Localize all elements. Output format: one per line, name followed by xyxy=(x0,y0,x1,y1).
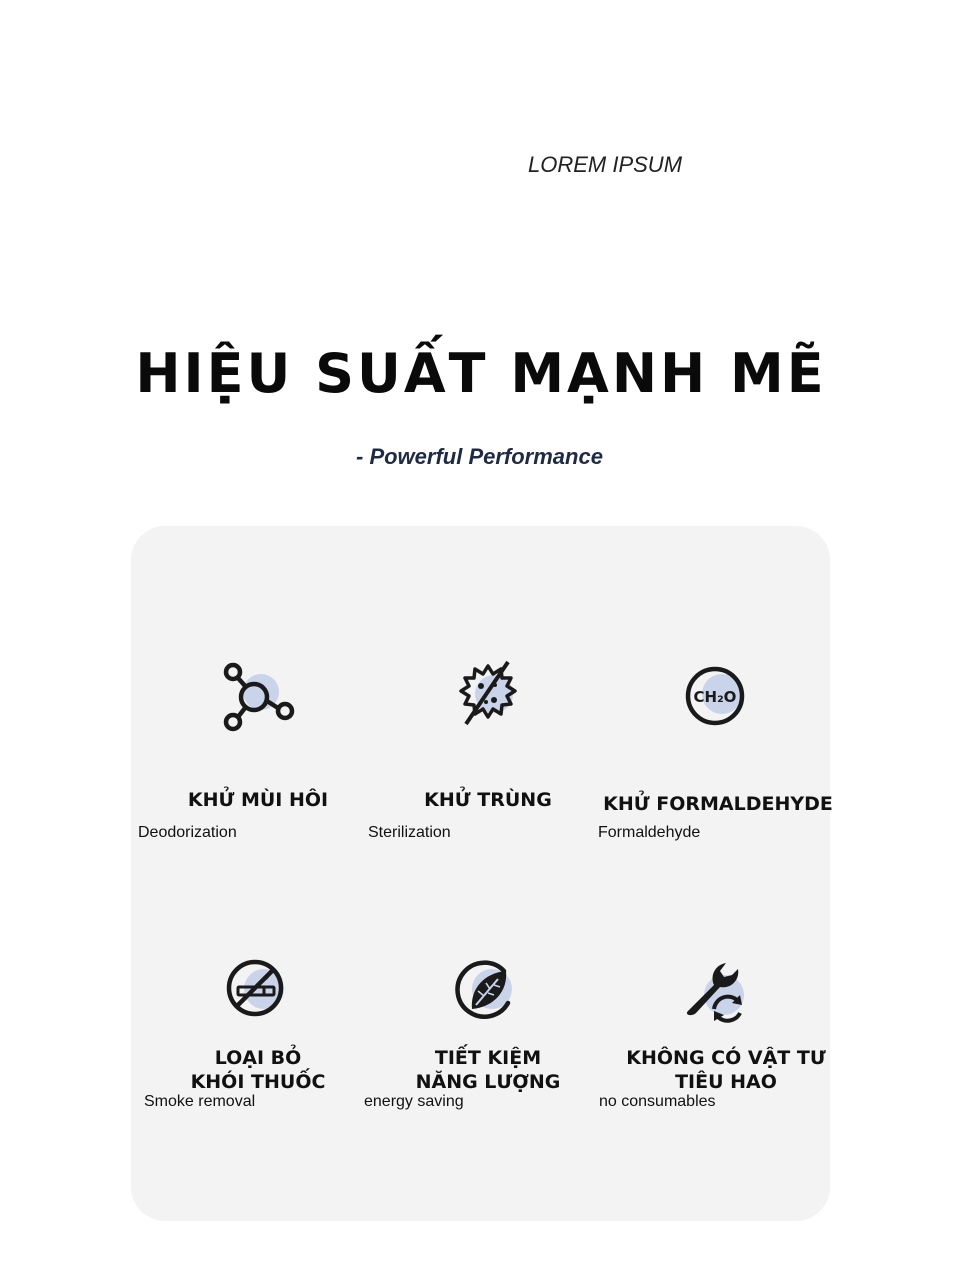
leaf-icon xyxy=(448,951,528,1031)
feature-label: KHỬ TRÙNG xyxy=(424,789,552,811)
feature-label: KHÔNG CÓ VẬT TƯ TIÊU HAO xyxy=(626,1047,826,1093)
feature-caption-energy: energy saving xyxy=(364,1093,464,1110)
feature-caption-formaldehyde: Formaldehyde xyxy=(598,824,701,841)
feature-caption-consumables: no consumables xyxy=(599,1093,716,1110)
molecule-icon xyxy=(218,656,298,736)
ch2o-formula: CH₂O xyxy=(693,688,737,706)
features-panel xyxy=(131,526,833,1221)
feature-label: KHỬ MÙI HÔI xyxy=(187,789,329,811)
feature-label: LOẠI BỎ KHÓI THUỐC xyxy=(190,1047,326,1093)
feature-label: KHỬ FORMALDEHYDE xyxy=(603,793,833,815)
feature-label: TIẾT KIỆM NĂNG LƯỢNG xyxy=(415,1047,561,1093)
germ-icon xyxy=(448,656,528,736)
feature-caption-sterilization: Sterilization xyxy=(368,824,451,841)
page-subtitle: - Powerful Performance xyxy=(356,444,603,469)
no-smoking-icon xyxy=(218,951,298,1031)
page-title: HIỆU SUẤT MẠNH MẼ xyxy=(135,342,827,405)
feature-caption-smoke: Smoke removal xyxy=(144,1093,256,1110)
ch2o-icon xyxy=(678,656,758,736)
feature-caption-deodorization: Deodorization xyxy=(138,824,237,841)
brand-label: LOREM IPSUM xyxy=(528,152,683,177)
wrench-recycle-icon xyxy=(678,951,758,1031)
